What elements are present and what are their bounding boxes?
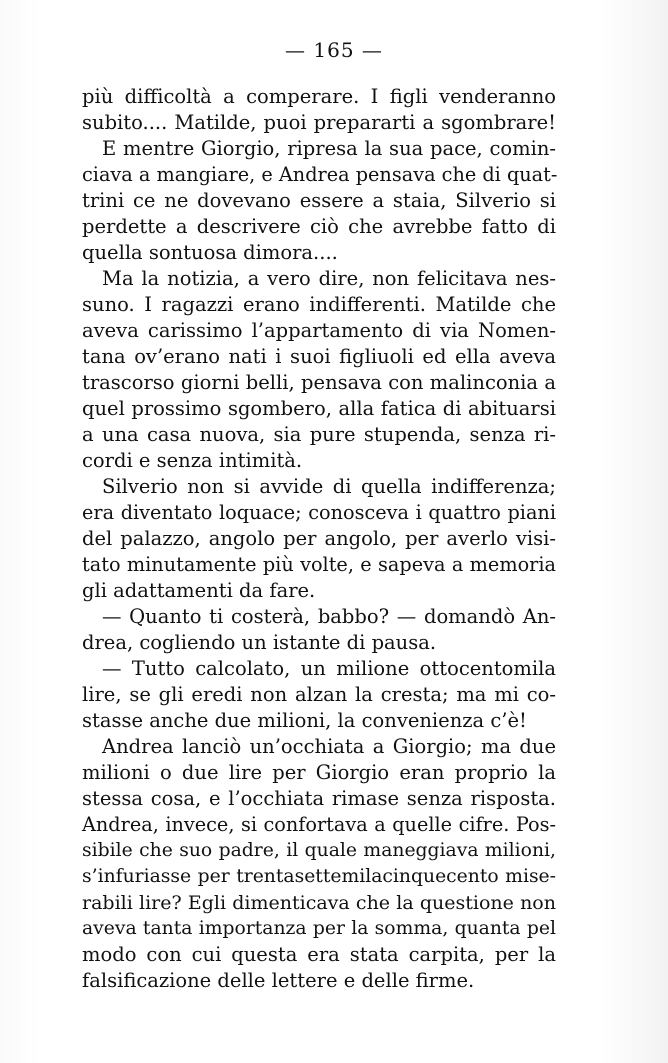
text-line: rabili lire? Egli dimenticava che la questione non <box>82 892 556 914</box>
text-line: s’infuriasse per trentasettemilacinquecento mise- <box>82 866 556 887</box>
text-line: — Quanto ti costerà, babbo? — domandò An- <box>102 605 556 628</box>
text-line: modo con cui questa era stata carpita, per la <box>82 943 556 966</box>
text-line: suno. I ragazzi erano indifferenti. Matilde che <box>82 293 556 316</box>
text-line: aveva carissimo l’appartamento di via Nomen- <box>82 319 556 342</box>
text-line: era diventato loquace; conosceva i quattro piani <box>82 501 556 524</box>
text-line: Ma la notizia, a vero dire, non felicitava nes- <box>102 267 556 290</box>
text-line: falsificazione delle lettere e delle firme. <box>82 969 475 992</box>
text-line: Silverio non si avvide di quella indifferenza; <box>102 475 556 498</box>
text-line: Andrea lanciò un’occhiata a Giorgio; ma due <box>102 735 556 758</box>
text-line: — Tutto calcolato, un milione ottocentomila <box>102 657 556 680</box>
body-text <box>82 84 556 994</box>
text-line: Andrea, invece, si confortava a quelle cifre. Pos- <box>82 813 556 836</box>
text-line: trascorso giorni belli, pensava con malinconia a <box>82 371 556 394</box>
text-line: subito.... Matilde, puoi prepararti a sgombrare! <box>82 111 556 134</box>
text-line: quel prossimo sgombero, alla fatica di abituarsi <box>82 397 556 420</box>
text-line: ciava a mangiare, e Andrea pensava che di quat- <box>82 163 558 186</box>
text-line: del palazzo, angolo per angolo, per averlo visi- <box>82 527 556 550</box>
text-line: gli adattamenti da fare. <box>82 579 316 602</box>
text-line: tato minutamente più volte, e sapeva a memoria <box>82 553 556 576</box>
text-line: milioni o due lire per Giorgio eran proprio la <box>82 761 556 784</box>
text-line: a una casa nuova, sia pure stupenda, senza ri- <box>82 423 556 446</box>
text-line: stessa cosa, e l’occhiata rimase senza risposta. <box>82 787 556 810</box>
text-line: tana ov’erano nati i suoi figliuoli ed ella aveva <box>82 345 556 368</box>
text-line: drea, cogliendo un istante di pausa. <box>82 631 437 654</box>
text-line: cordi e senza intimità. <box>82 449 303 472</box>
text-line: lire, se gli eredi non alzan la cresta; ma mi co- <box>82 683 556 706</box>
text-line: aveva tanta importanza per la somma, quanta pel <box>82 918 556 939</box>
text-line: E mentre Giorgio, ripresa la sua pace, comin- <box>102 137 556 160</box>
text-line: trini ce ne dovevano essere a staia, Silverio si <box>82 189 556 212</box>
text-line: sibile che suo padre, il quale maneggiava milioni, <box>82 840 556 861</box>
text-line: più difficoltà a comperare. I figli venderanno <box>82 85 556 108</box>
text-line: quella sontuosa dimora.... <box>82 241 338 264</box>
text-line: stasse anche due milioni, la convenienza c’è! <box>82 709 527 732</box>
text-line: perdette a descrivere ciò che avrebbe fatto di <box>82 215 556 238</box>
page-number: — 165 — <box>285 38 383 62</box>
